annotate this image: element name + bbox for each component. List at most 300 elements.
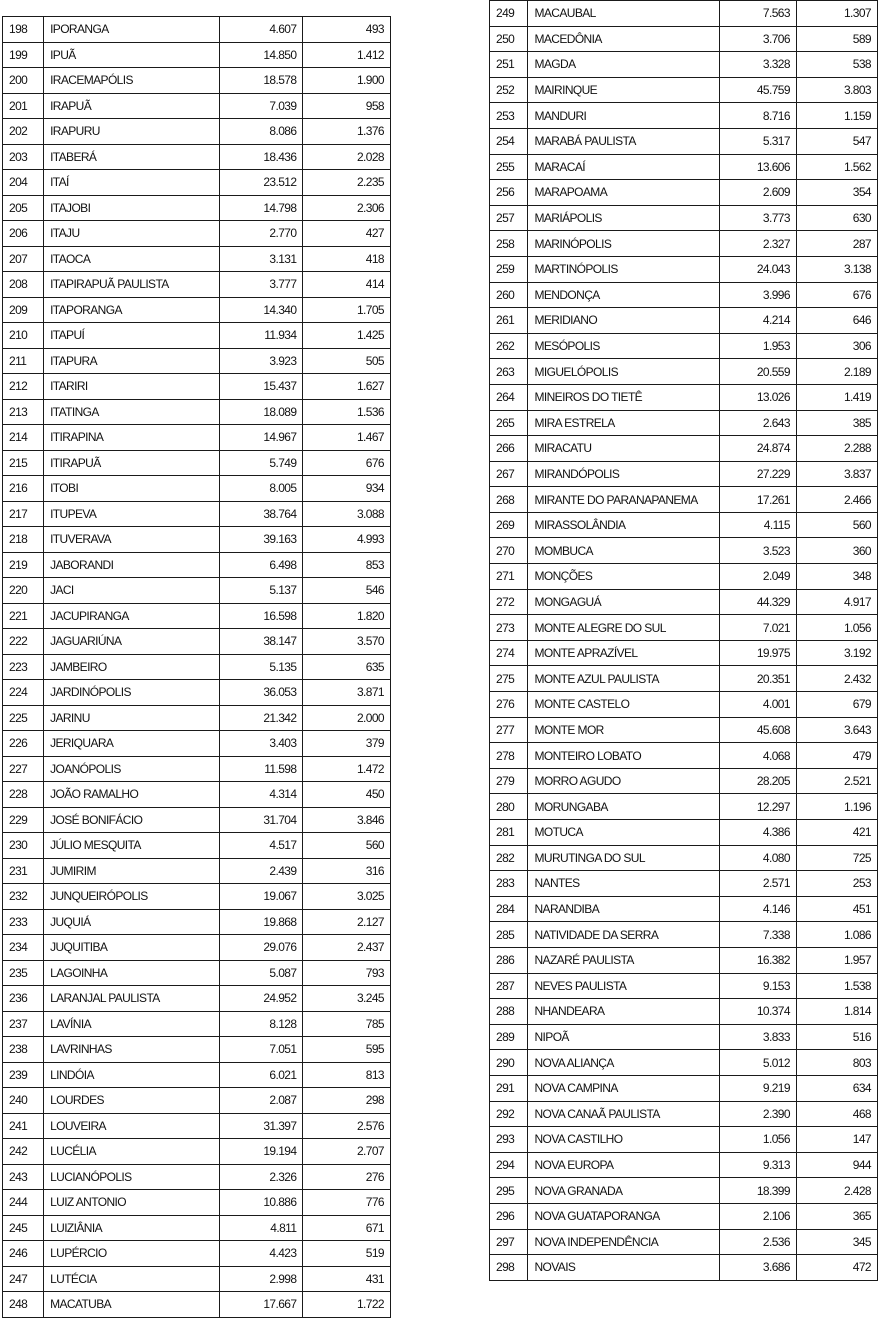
table-row <box>3 1139 391 1165</box>
municipality-table-right <box>489 0 878 1281</box>
municipality-name: MONTE AZUL PAULISTA <box>528 666 719 692</box>
row-number: 269 <box>490 512 528 538</box>
table-row <box>3 93 391 119</box>
row-number: 227 <box>3 756 44 782</box>
electorate-value: 3.192 <box>796 640 877 666</box>
table-row <box>490 436 878 462</box>
electorate-value: 1.376 <box>303 119 391 145</box>
table-row <box>3 119 391 145</box>
row-number: 244 <box>3 1190 44 1216</box>
row-number: 202 <box>3 119 44 145</box>
municipality-name: LAGOINHA <box>44 960 220 986</box>
municipality-name: LUIZIÂNIA <box>44 1215 220 1241</box>
population-value: 3.923 <box>220 348 303 374</box>
electorate-value: 2.028 <box>303 144 391 170</box>
table-row <box>3 782 391 808</box>
row-number: 280 <box>490 794 528 820</box>
electorate-value: 2.437 <box>303 935 391 961</box>
row-number: 251 <box>490 52 528 78</box>
table-row <box>490 666 878 692</box>
population-value: 7.021 <box>719 615 796 641</box>
row-number: 198 <box>3 17 44 43</box>
table-row <box>490 180 878 206</box>
electorate-value: 1.159 <box>796 103 877 129</box>
row-number: 282 <box>490 845 528 871</box>
municipality-name: MACAUBAL <box>528 1 719 27</box>
population-value: 2.390 <box>719 1101 796 1127</box>
population-value: 6.021 <box>220 1062 303 1088</box>
population-value: 15.437 <box>220 374 303 400</box>
table-row <box>490 538 878 564</box>
row-number: 270 <box>490 538 528 564</box>
electorate-value: 934 <box>303 476 391 502</box>
electorate-value: 1.536 <box>303 399 391 425</box>
population-value: 4.386 <box>719 820 796 846</box>
electorate-value: 1.412 <box>303 42 391 68</box>
population-value: 31.397 <box>220 1113 303 1139</box>
population-value: 2.087 <box>220 1088 303 1114</box>
population-value: 19.975 <box>719 640 796 666</box>
municipality-name: ITABERÁ <box>44 144 220 170</box>
population-value: 16.598 <box>220 603 303 629</box>
row-number: 296 <box>490 1203 528 1229</box>
population-value: 4.080 <box>719 845 796 871</box>
table-row <box>490 308 878 334</box>
municipality-name: JUNQUEIRÓPOLIS <box>44 884 220 910</box>
municipality-name: JACUPIRANGA <box>44 603 220 629</box>
table-row <box>3 476 391 502</box>
population-value: 19.067 <box>220 884 303 910</box>
table-row <box>490 154 878 180</box>
municipality-name: MONÇÕES <box>528 564 719 590</box>
electorate-value: 505 <box>303 348 391 374</box>
municipality-name: ITOBI <box>44 476 220 502</box>
population-value: 18.399 <box>719 1178 796 1204</box>
population-value: 39.163 <box>220 527 303 553</box>
municipality-name: MORRO AGUDO <box>528 768 719 794</box>
electorate-value: 1.627 <box>303 374 391 400</box>
electorate-value: 421 <box>796 820 877 846</box>
municipality-name: JABORANDI <box>44 552 220 578</box>
population-value: 4.607 <box>220 17 303 43</box>
row-number: 223 <box>3 654 44 680</box>
municipality-name: NOVAIS <box>528 1255 719 1281</box>
population-value: 5.087 <box>220 960 303 986</box>
row-number: 283 <box>490 871 528 897</box>
municipality-name: LUPÉRCIO <box>44 1241 220 1267</box>
row-number: 231 <box>3 858 44 884</box>
municipality-name: JARINU <box>44 705 220 731</box>
table-row <box>490 1024 878 1050</box>
population-value: 2.049 <box>719 564 796 590</box>
electorate-value: 354 <box>796 180 877 206</box>
row-number: 232 <box>3 884 44 910</box>
electorate-value: 3.846 <box>303 807 391 833</box>
row-number: 258 <box>490 231 528 257</box>
electorate-value: 634 <box>796 1075 877 1101</box>
population-value: 10.374 <box>719 999 796 1025</box>
municipality-name: JUMIRIM <box>44 858 220 884</box>
electorate-value: 679 <box>796 692 877 718</box>
row-number: 268 <box>490 487 528 513</box>
row-number: 288 <box>490 999 528 1025</box>
electorate-value: 3.245 <box>303 986 391 1012</box>
municipality-name: ITUVERAVA <box>44 527 220 553</box>
row-number: 225 <box>3 705 44 731</box>
row-number: 199 <box>3 42 44 68</box>
table-row <box>490 896 878 922</box>
table-row <box>3 1088 391 1114</box>
population-value: 1.953 <box>719 333 796 359</box>
table-row <box>3 348 391 374</box>
table-row <box>3 527 391 553</box>
population-value: 23.512 <box>220 170 303 196</box>
municipality-name: LINDÓIA <box>44 1062 220 1088</box>
table-row <box>3 756 391 782</box>
municipality-name: LAVÍNIA <box>44 1011 220 1037</box>
row-number: 240 <box>3 1088 44 1114</box>
municipality-name: LUTÉCIA <box>44 1266 220 1292</box>
municipality-name: JOANÓPOLIS <box>44 756 220 782</box>
electorate-value: 1.056 <box>796 615 877 641</box>
table-row <box>3 195 391 221</box>
municipality-name: ITARIRI <box>44 374 220 400</box>
row-number: 276 <box>490 692 528 718</box>
row-number: 260 <box>490 282 528 308</box>
row-number: 290 <box>490 1050 528 1076</box>
row-number: 216 <box>3 476 44 502</box>
population-value: 13.026 <box>719 384 796 410</box>
row-number: 222 <box>3 629 44 655</box>
electorate-value: 365 <box>796 1203 877 1229</box>
table-row <box>3 909 391 935</box>
electorate-value: 427 <box>303 221 391 247</box>
municipality-name: NOVA GUATAPORANGA <box>528 1203 719 1229</box>
table-row <box>490 845 878 871</box>
row-number: 274 <box>490 640 528 666</box>
table-row <box>3 323 391 349</box>
municipality-name: JACI <box>44 578 220 604</box>
table-row <box>3 246 391 272</box>
population-value: 10.886 <box>220 1190 303 1216</box>
row-number: 295 <box>490 1178 528 1204</box>
electorate-value: 3.643 <box>796 717 877 743</box>
table-row <box>490 359 878 385</box>
electorate-value: 1.562 <box>796 154 877 180</box>
population-value: 8.716 <box>719 103 796 129</box>
municipality-name: MONTE CASTELO <box>528 692 719 718</box>
municipality-name: JAMBEIRO <box>44 654 220 680</box>
population-value: 38.147 <box>220 629 303 655</box>
population-value: 2.536 <box>719 1229 796 1255</box>
row-number: 247 <box>3 1266 44 1292</box>
municipality-name: NARANDIBA <box>528 896 719 922</box>
table-row <box>3 935 391 961</box>
municipality-table-left <box>2 16 391 1318</box>
table-row <box>490 717 878 743</box>
row-number: 261 <box>490 308 528 334</box>
population-value: 2.326 <box>220 1164 303 1190</box>
population-value: 2.327 <box>719 231 796 257</box>
row-number: 205 <box>3 195 44 221</box>
population-value: 36.053 <box>220 680 303 706</box>
row-number: 228 <box>3 782 44 808</box>
row-number: 284 <box>490 896 528 922</box>
table-row <box>3 450 391 476</box>
row-number: 262 <box>490 333 528 359</box>
municipality-name: NOVA EUROPA <box>528 1152 719 1178</box>
row-number: 234 <box>3 935 44 961</box>
electorate-value: 287 <box>796 231 877 257</box>
row-number: 220 <box>3 578 44 604</box>
electorate-value: 1.705 <box>303 297 391 323</box>
electorate-value: 4.917 <box>796 589 877 615</box>
row-number: 287 <box>490 973 528 999</box>
row-number: 233 <box>3 909 44 935</box>
table-row <box>490 1229 878 1255</box>
row-number: 289 <box>490 1024 528 1050</box>
electorate-value: 3.803 <box>796 77 877 103</box>
electorate-value: 450 <box>303 782 391 808</box>
electorate-value: 2.235 <box>303 170 391 196</box>
row-number: 212 <box>3 374 44 400</box>
table-row <box>3 170 391 196</box>
population-value: 18.089 <box>220 399 303 425</box>
population-value: 3.833 <box>719 1024 796 1050</box>
table-row <box>490 589 878 615</box>
table-row <box>3 1037 391 1063</box>
row-number: 281 <box>490 820 528 846</box>
municipality-name: MANDURI <box>528 103 719 129</box>
electorate-value: 2.288 <box>796 436 877 462</box>
row-number: 217 <box>3 501 44 527</box>
electorate-value: 646 <box>796 308 877 334</box>
electorate-value: 516 <box>796 1024 877 1050</box>
population-value: 2.439 <box>220 858 303 884</box>
table-row <box>490 333 878 359</box>
row-number: 238 <box>3 1037 44 1063</box>
population-value: 19.194 <box>220 1139 303 1165</box>
table-row <box>490 820 878 846</box>
table-row <box>3 807 391 833</box>
municipality-name: NANTES <box>528 871 719 897</box>
electorate-value: 4.993 <box>303 527 391 553</box>
row-number: 235 <box>3 960 44 986</box>
table-row <box>3 1266 391 1292</box>
row-number: 241 <box>3 1113 44 1139</box>
population-value: 8.128 <box>220 1011 303 1037</box>
electorate-value: 547 <box>796 128 877 154</box>
row-number: 207 <box>3 246 44 272</box>
table-row <box>3 42 391 68</box>
electorate-value: 589 <box>796 26 877 52</box>
electorate-value: 2.707 <box>303 1139 391 1165</box>
population-value: 3.328 <box>719 52 796 78</box>
population-value: 2.106 <box>719 1203 796 1229</box>
municipality-name: NAZARÉ PAULISTA <box>528 947 719 973</box>
population-value: 14.798 <box>220 195 303 221</box>
electorate-value: 479 <box>796 743 877 769</box>
electorate-value: 813 <box>303 1062 391 1088</box>
population-value: 4.001 <box>719 692 796 718</box>
municipality-name: JUQUITIBA <box>44 935 220 961</box>
electorate-value: 776 <box>303 1190 391 1216</box>
municipality-name: NOVA CANAÃ PAULISTA <box>528 1101 719 1127</box>
table-row <box>490 947 878 973</box>
municipality-name: ITAPUÍ <box>44 323 220 349</box>
municipality-name: MAGDA <box>528 52 719 78</box>
row-number: 265 <box>490 410 528 436</box>
population-value: 24.043 <box>719 256 796 282</box>
population-value: 3.706 <box>719 26 796 52</box>
municipality-name: MIRA ESTRELA <box>528 410 719 436</box>
population-value: 20.559 <box>719 359 796 385</box>
population-value: 9.153 <box>719 973 796 999</box>
row-number: 213 <box>3 399 44 425</box>
municipality-name: MARABÁ PAULISTA <box>528 128 719 154</box>
population-value: 3.773 <box>719 205 796 231</box>
population-value: 7.039 <box>220 93 303 119</box>
municipality-name: ITATINGA <box>44 399 220 425</box>
table-row <box>490 564 878 590</box>
table-row <box>3 578 391 604</box>
electorate-value: 472 <box>796 1255 877 1281</box>
electorate-value: 3.570 <box>303 629 391 655</box>
municipality-name: MOTUCA <box>528 820 719 846</box>
population-value: 9.219 <box>719 1075 796 1101</box>
population-value: 31.704 <box>220 807 303 833</box>
electorate-value: 345 <box>796 1229 877 1255</box>
municipality-name: MIGUELÓPOLIS <box>528 359 719 385</box>
table-row <box>490 1101 878 1127</box>
table-row <box>3 297 391 323</box>
municipality-name: MOMBUCA <box>528 538 719 564</box>
table-row <box>3 960 391 986</box>
table-row <box>3 858 391 884</box>
electorate-value: 2.466 <box>796 487 877 513</box>
municipality-name: ITAOCA <box>44 246 220 272</box>
table-row <box>3 399 391 425</box>
row-number: 239 <box>3 1062 44 1088</box>
population-value: 3.777 <box>220 272 303 298</box>
municipality-name: MERIDIANO <box>528 308 719 334</box>
electorate-value: 519 <box>303 1241 391 1267</box>
population-value: 12.297 <box>719 794 796 820</box>
row-number: 267 <box>490 461 528 487</box>
table-row <box>3 629 391 655</box>
municipality-name: LOUVEIRA <box>44 1113 220 1139</box>
row-number: 279 <box>490 768 528 794</box>
row-number: 272 <box>490 589 528 615</box>
municipality-name: NOVA ALIANÇA <box>528 1050 719 1076</box>
row-number: 214 <box>3 425 44 451</box>
electorate-value: 276 <box>303 1164 391 1190</box>
table-row <box>3 1190 391 1216</box>
municipality-name: IRACEMAPÓLIS <box>44 68 220 94</box>
electorate-value: 1.814 <box>796 999 877 1025</box>
population-value: 24.874 <box>719 436 796 462</box>
row-number: 294 <box>490 1152 528 1178</box>
population-value: 3.686 <box>719 1255 796 1281</box>
table-row <box>490 871 878 897</box>
table-row <box>3 221 391 247</box>
electorate-value: 676 <box>303 450 391 476</box>
population-value: 45.608 <box>719 717 796 743</box>
municipality-name: MONTE APRAZÍVEL <box>528 640 719 666</box>
population-value: 4.115 <box>719 512 796 538</box>
electorate-value: 635 <box>303 654 391 680</box>
population-value: 19.868 <box>220 909 303 935</box>
table-row <box>490 692 878 718</box>
electorate-value: 3.837 <box>796 461 877 487</box>
population-value: 24.952 <box>220 986 303 1012</box>
electorate-value: 306 <box>796 333 877 359</box>
municipality-name: MACATUBA <box>44 1292 220 1318</box>
table-row <box>490 256 878 282</box>
population-value: 29.076 <box>220 935 303 961</box>
municipality-name: LARANJAL PAULISTA <box>44 986 220 1012</box>
municipality-name: NOVA CAMPINA <box>528 1075 719 1101</box>
table-row <box>490 1152 878 1178</box>
population-value: 7.338 <box>719 922 796 948</box>
electorate-value: 1.900 <box>303 68 391 94</box>
municipality-name: MONGAGUÁ <box>528 589 719 615</box>
row-number: 297 <box>490 1229 528 1255</box>
municipality-name: LUCIANÓPOLIS <box>44 1164 220 1190</box>
table-row <box>3 68 391 94</box>
table-row <box>3 833 391 859</box>
table-row <box>490 640 878 666</box>
municipality-name: ITUPEVA <box>44 501 220 527</box>
row-number: 201 <box>3 93 44 119</box>
table-row <box>3 1215 391 1241</box>
municipality-name: MARTINÓPOLIS <box>528 256 719 282</box>
electorate-value: 418 <box>303 246 391 272</box>
electorate-value: 385 <box>796 410 877 436</box>
table-row <box>3 552 391 578</box>
table-row <box>490 768 878 794</box>
population-value: 5.749 <box>220 450 303 476</box>
municipality-name: MURUTINGA DO SUL <box>528 845 719 871</box>
electorate-value: 3.025 <box>303 884 391 910</box>
electorate-value: 1.820 <box>303 603 391 629</box>
population-value: 4.517 <box>220 833 303 859</box>
population-value: 45.759 <box>719 77 796 103</box>
municipality-name: IRAPURU <box>44 119 220 145</box>
electorate-value: 3.088 <box>303 501 391 527</box>
municipality-name: ITAÍ <box>44 170 220 196</box>
electorate-value: 379 <box>303 731 391 757</box>
municipality-name: MENDONÇA <box>528 282 719 308</box>
population-value: 2.571 <box>719 871 796 897</box>
population-value: 14.850 <box>220 42 303 68</box>
row-number: 237 <box>3 1011 44 1037</box>
municipality-name: NEVES PAULISTA <box>528 973 719 999</box>
population-value: 8.086 <box>220 119 303 145</box>
municipality-name: NHANDEARA <box>528 999 719 1025</box>
row-number: 298 <box>490 1255 528 1281</box>
electorate-value: 360 <box>796 538 877 564</box>
table-body-left <box>3 17 391 1318</box>
population-value: 4.068 <box>719 743 796 769</box>
municipality-name: NOVA CASTILHO <box>528 1127 719 1153</box>
municipality-name: LAVRINHAS <box>44 1037 220 1063</box>
row-number: 219 <box>3 552 44 578</box>
table-row <box>490 205 878 231</box>
municipality-name: IPORANGA <box>44 17 220 43</box>
row-number: 211 <box>3 348 44 374</box>
electorate-value: 1.086 <box>796 922 877 948</box>
